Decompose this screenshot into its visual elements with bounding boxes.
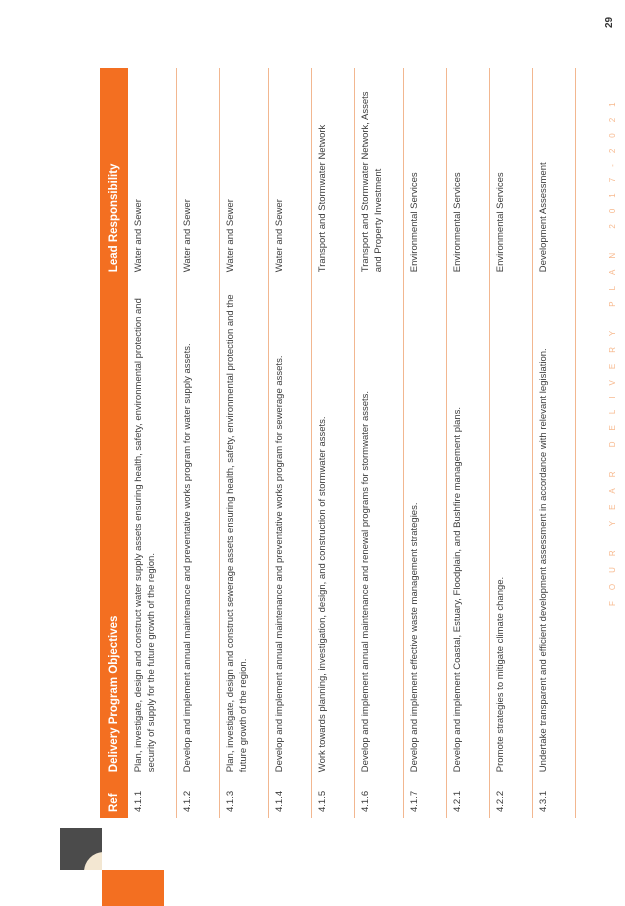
- row-objective: Work towards planning, investigation, design, and construction of stormwater assets.: [312, 278, 355, 778]
- header-lead: Lead Responsibility: [100, 68, 128, 278]
- row-objective: Undertake transparent and efficient development assessment in accordance with relevant legislation.: [533, 278, 576, 778]
- table-row: [490, 68, 533, 818]
- table-row: [404, 68, 447, 818]
- footer-plan-title: FOUR YEAR DELIVERY PLAN 2017-2021: [608, 91, 617, 606]
- row-lead: Water and Sewer: [269, 68, 312, 278]
- row-objective: Develop and implement annual maintenance and renewal programs for stormwater assets.: [355, 278, 404, 778]
- row-ref: 4.1.2: [177, 778, 220, 818]
- row-lead: Transport and Stormwater Network, Assets and Property Investment: [355, 68, 404, 278]
- delivery-program-table-wrap: [100, 68, 576, 818]
- row-ref: 4.1.6: [355, 778, 404, 818]
- row-lead: Transport and Stormwater Network: [312, 68, 355, 278]
- page-number: 29: [604, 16, 615, 28]
- row-lead: Environmental Services: [490, 68, 533, 278]
- row-ref: 4.2.1: [447, 778, 490, 818]
- row-lead: Water and Sewer: [177, 68, 220, 278]
- delivery-program-table: [100, 68, 576, 818]
- table-header-row: [100, 68, 128, 818]
- row-objective: Develop and implement Coastal, Estuary, Floodplain, and Bushfire management plans.: [447, 278, 490, 778]
- row-objective: Plan, investigate, design and construct water supply assets ensuring health, safety, environmental protection and security of supply for the future growth of the region.: [128, 278, 177, 778]
- table-row: [312, 68, 355, 818]
- table-row: [269, 68, 312, 818]
- row-ref: 4.1.3: [220, 778, 269, 818]
- row-ref: 4.3.1: [533, 778, 576, 818]
- row-ref: 4.1.7: [404, 778, 447, 818]
- table-row: [355, 68, 404, 818]
- table-row: [447, 68, 490, 818]
- row-objective: Promote strategies to mitigate climate change.: [490, 278, 533, 778]
- row-objective: Develop and implement annual maintenance and preventative works program for water supply assets.: [177, 278, 220, 778]
- table-row: [177, 68, 220, 818]
- table-row: [533, 68, 576, 818]
- row-objective: Develop and implement annual maintenance and preventative works program for sewerage assets.: [269, 278, 312, 778]
- row-ref: 4.2.2: [490, 778, 533, 818]
- row-ref: 4.1.5: [312, 778, 355, 818]
- row-objective: Plan, investigate, design and construct sewerage assets ensuring health, safety, environmental protection and the future growth of the region.: [220, 278, 269, 778]
- row-objective: Develop and implement effective waste management strategies.: [404, 278, 447, 778]
- row-lead: Environmental Services: [404, 68, 447, 278]
- row-ref: 4.1.4: [269, 778, 312, 818]
- row-lead: Development Assessment: [533, 68, 576, 278]
- row-lead: Water and Sewer: [128, 68, 177, 278]
- row-ref: 4.1.1: [128, 778, 177, 818]
- row-lead: Water and Sewer: [220, 68, 269, 278]
- header-objective: Delivery Program Objectives: [100, 278, 128, 778]
- table-row: [220, 68, 269, 818]
- table-row: [128, 68, 177, 818]
- row-lead: Environmental Services: [447, 68, 490, 278]
- header-ref: Ref: [100, 778, 128, 818]
